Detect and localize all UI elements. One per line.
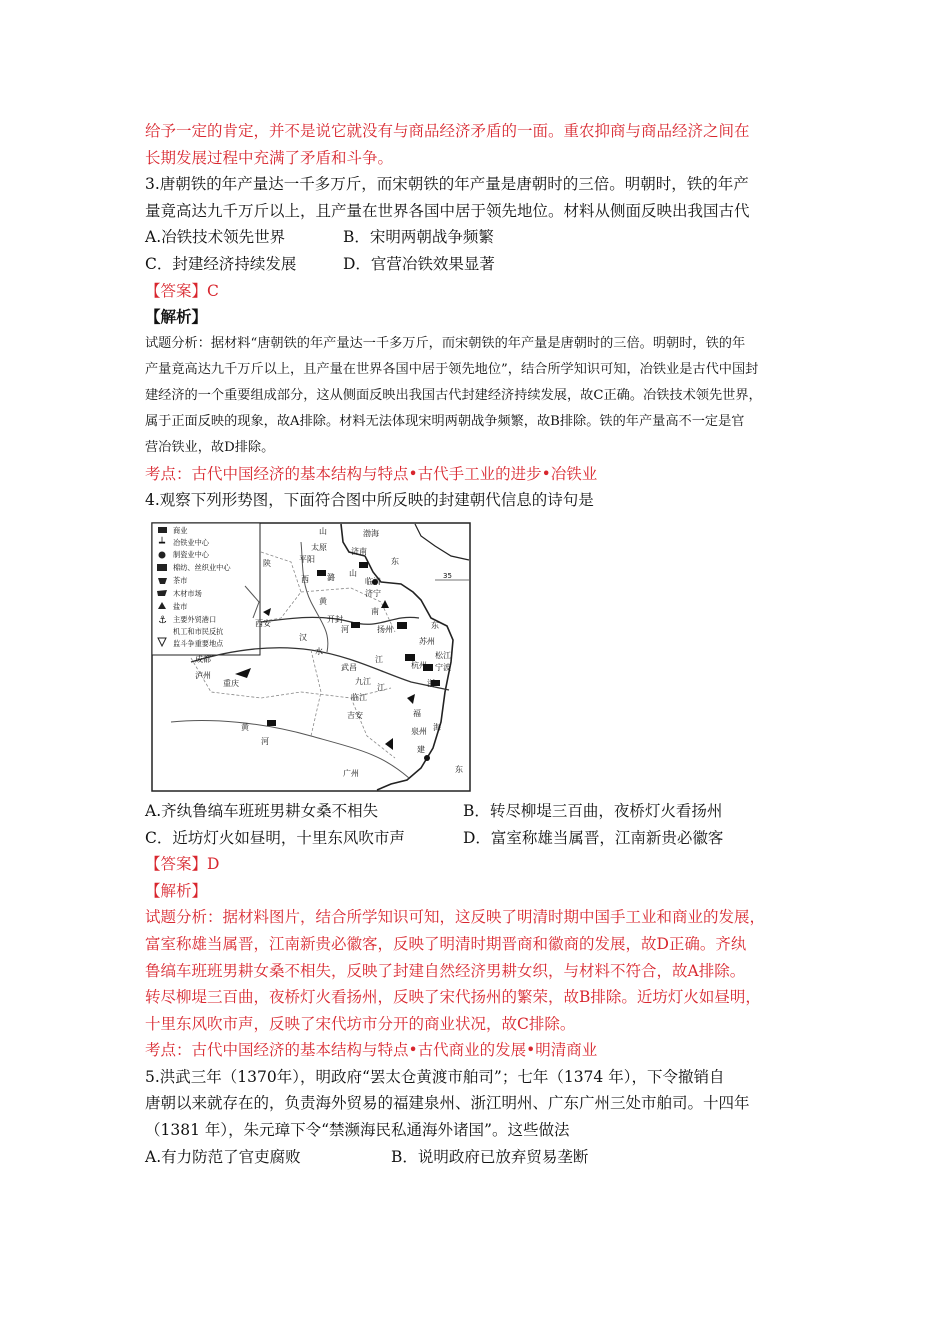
svg-text:浙: 浙: [427, 678, 435, 688]
q5-option-a: A.有力防范了官吏腐败: [145, 1147, 301, 1166]
legend-label: 机工和市民反抗: [173, 626, 224, 636]
q3-analysis-line: 产量竟高达九千万斤以上，且产量在世界各国中居于领先地位”，结合所学知识可知，冶铁业是古代中国封: [145, 361, 759, 377]
legend-label: 棉纺、丝织业中心: [173, 562, 231, 572]
svg-text:九江: 九江: [355, 676, 371, 686]
q3-option-c: C．封建经济持续发展: [145, 254, 297, 273]
svg-text:东: 东: [431, 620, 439, 630]
q4-options-row: [145, 798, 805, 825]
svg-text:江: 江: [375, 654, 383, 664]
svg-text:杭州: 杭州: [411, 660, 427, 670]
intro-line: 长期发展过程中充满了矛盾和斗争。: [145, 148, 394, 167]
legend-label: 木材市场: [173, 588, 202, 598]
svg-text:开封: 开封: [327, 614, 343, 624]
q4-option-c: C．近坊灯火如昼明，十里东风吹市声: [145, 828, 405, 847]
legend-label: 冶铁业中心: [173, 537, 209, 547]
svg-text:水: 水: [315, 646, 323, 656]
q3-analysis-label: 【解析】: [145, 307, 208, 327]
q4-option-d: D．富室称雄当属晋，江南新贵必徽客: [463, 828, 724, 847]
q4-option-b: B．转尽柳堤三百曲，夜桥灯火看扬州: [463, 801, 723, 820]
svg-text:广州: 广州: [343, 768, 359, 778]
svg-text:黄: 黄: [241, 722, 249, 732]
svg-text:成都: 成都: [195, 654, 211, 664]
svg-text:河: 河: [261, 736, 269, 746]
svg-text:江: 江: [377, 682, 385, 692]
svg-text:太原: 太原: [311, 542, 327, 552]
q4-answer: 【答案】D: [145, 855, 220, 874]
q3-analysis-line: 营冶铁业，故D排除。: [145, 439, 275, 455]
svg-text:黄: 黄: [319, 596, 327, 606]
svg-text:苏州: 苏州: [419, 636, 435, 646]
q5-stem: 唐朝以来就存在的，负责海外贸易的福建泉州、浙江明州、广东广州三处市舶司。十四年: [145, 1094, 750, 1113]
anchor-icon: ⚓: [158, 614, 167, 626]
svg-text:泸州: 泸州: [195, 670, 211, 680]
q4-analysis-line: 富室称雄当属晋，江南新贵必徽客，反映了明清时期晋商和徽商的发展，故D正确。齐纨: [145, 934, 747, 953]
q4-analysis-line: 鲁缟车班班男耕女桑不相失，反映了封建自然经济男耕女织，与材料不符合，故A排除。: [145, 961, 746, 980]
q3-option-d: D．官营冶铁效果显著: [343, 254, 495, 273]
q3-analysis-line: 建经济的一个重要组成部分，这从侧面反映出我国古代封建经济持续发展，故C正确。冶铁技术领先世界，: [145, 387, 762, 403]
q3-analysis-line: 试题分析：据材料“唐朝铁的年产量达一千多万斤，而宋朝铁的年产量是唐朝时的三倍。明朝时，铁的年: [145, 335, 746, 351]
svg-text:汉: 汉: [299, 632, 307, 642]
svg-text:南: 南: [371, 606, 379, 616]
q3-analysis-line: 属于正面反映的现象，故A排除。材料无法体现宋明两朝战争频繁，故B排除。铁的年产量高不一定是官: [145, 413, 745, 429]
svg-text:山: 山: [319, 526, 327, 536]
svg-text:临江: 临江: [351, 692, 367, 702]
q3-options-row: [145, 224, 805, 251]
latitude-label: 35: [443, 571, 452, 580]
q4-stem: 4.观察下列形势图，下面符合图中所反映的封建朝代信息的诗句是: [145, 491, 594, 510]
document-page: [145, 118, 805, 1170]
q5-stem: 5.洪武三年（1370年），明政府“罢太仓黄渡市舶司”；七年（1374 年），下令撤销自: [145, 1067, 725, 1086]
legend-label: 监斗争重要地点: [173, 638, 224, 648]
svg-text:宁波: 宁波: [435, 662, 451, 672]
svg-text:重庆: 重庆: [223, 678, 239, 688]
q4-kaodian: 考点：古代中国经济的基本结构与特点•古代商业的发展•明清商业: [145, 1041, 598, 1060]
ming-economy-map: [151, 522, 471, 792]
iron-icon: ┷: [159, 537, 166, 549]
svg-text:临清: 临清: [365, 576, 381, 586]
svg-text:渤海: 渤海: [363, 528, 379, 538]
svg-text:吉安: 吉安: [347, 710, 363, 720]
q4-analysis-line: 试题分析：据材料图片，结合所学知识可知，这反映了明清时期中国手工业和商业的发展，: [145, 908, 766, 927]
svg-text:建: 建: [417, 744, 425, 754]
q5-option-b: B．说明政府已放弃贸易垄断: [391, 1147, 589, 1166]
svg-text:福: 福: [413, 708, 421, 718]
svg-text:陕: 陕: [263, 558, 271, 568]
svg-text:扬州: 扬州: [377, 624, 393, 634]
svg-text:武昌: 武昌: [341, 662, 357, 672]
q3-option-b: B．宋明两朝战争频繁: [343, 228, 494, 247]
svg-text:山: 山: [349, 568, 357, 578]
svg-text:东: 东: [455, 764, 463, 774]
q5-options-row: [145, 1144, 805, 1171]
svg-text:海: 海: [433, 722, 441, 732]
intro-line: 给予一定的肯定，并不是说它就没有与商品经济矛盾的一面。重农抑商与商品经济之间在: [145, 122, 750, 140]
legend-label: 商业: [173, 525, 188, 535]
svg-text:潞: 潞: [327, 572, 335, 582]
legend-label: 茶市: [173, 575, 188, 585]
q3-answer: 【答案】C: [145, 281, 219, 300]
legend-label: 制瓷业中心: [173, 549, 209, 559]
q3-options-row: [145, 251, 805, 278]
q3-option-a: A.冶铁技术领先世界: [145, 228, 286, 247]
map-figure: [151, 522, 471, 792]
q3-stem: 3.唐朝铁的年产量达一千多万斤，而宋朝铁的年产量是唐朝时的三倍。明朝时，铁的年产: [145, 175, 749, 194]
q4-analysis-line: 转尽柳堤三百曲，夜桥灯火看扬州，反映了宋代扬州的繁荣，故B排除。近坊灯火如昼明，: [145, 988, 761, 1007]
svg-text:西: 西: [301, 574, 309, 584]
q3-stem: 量竟高达九千万斤以上，且产量在世界各国中居于领先地位。材料从侧面反映出我国古代: [145, 201, 750, 220]
svg-text:松江: 松江: [435, 650, 451, 660]
svg-text:东: 东: [391, 556, 399, 566]
q3-kaodian: 考点：古代中国经济的基本结构与特点•古代手工业的进步•冶铁业: [145, 464, 598, 483]
legend-label: 盐市: [173, 601, 188, 611]
svg-text:西安: 西安: [255, 618, 271, 628]
svg-text:平阳: 平阳: [299, 554, 315, 564]
svg-text:河: 河: [341, 624, 349, 634]
q4-options-row: [145, 825, 805, 852]
q5-stem: （1381 年），朱元璋下令“禁濒海民私通海外诸国”。这些做法: [145, 1121, 570, 1140]
svg-text:济宁: 济宁: [365, 588, 381, 598]
q4-analysis-label: 【解析】: [145, 881, 208, 900]
svg-text:济南: 济南: [351, 546, 367, 556]
q4-analysis-line: 十里东风吹市声，反映了宋代坊市分开的商业状况，故C排除。: [145, 1014, 576, 1033]
legend-label: 主要外贸港口: [173, 614, 217, 624]
q4-option-a: A.齐纨鲁缟车班班男耕女桑不相失: [145, 801, 379, 820]
svg-text:泉州: 泉州: [411, 726, 427, 736]
